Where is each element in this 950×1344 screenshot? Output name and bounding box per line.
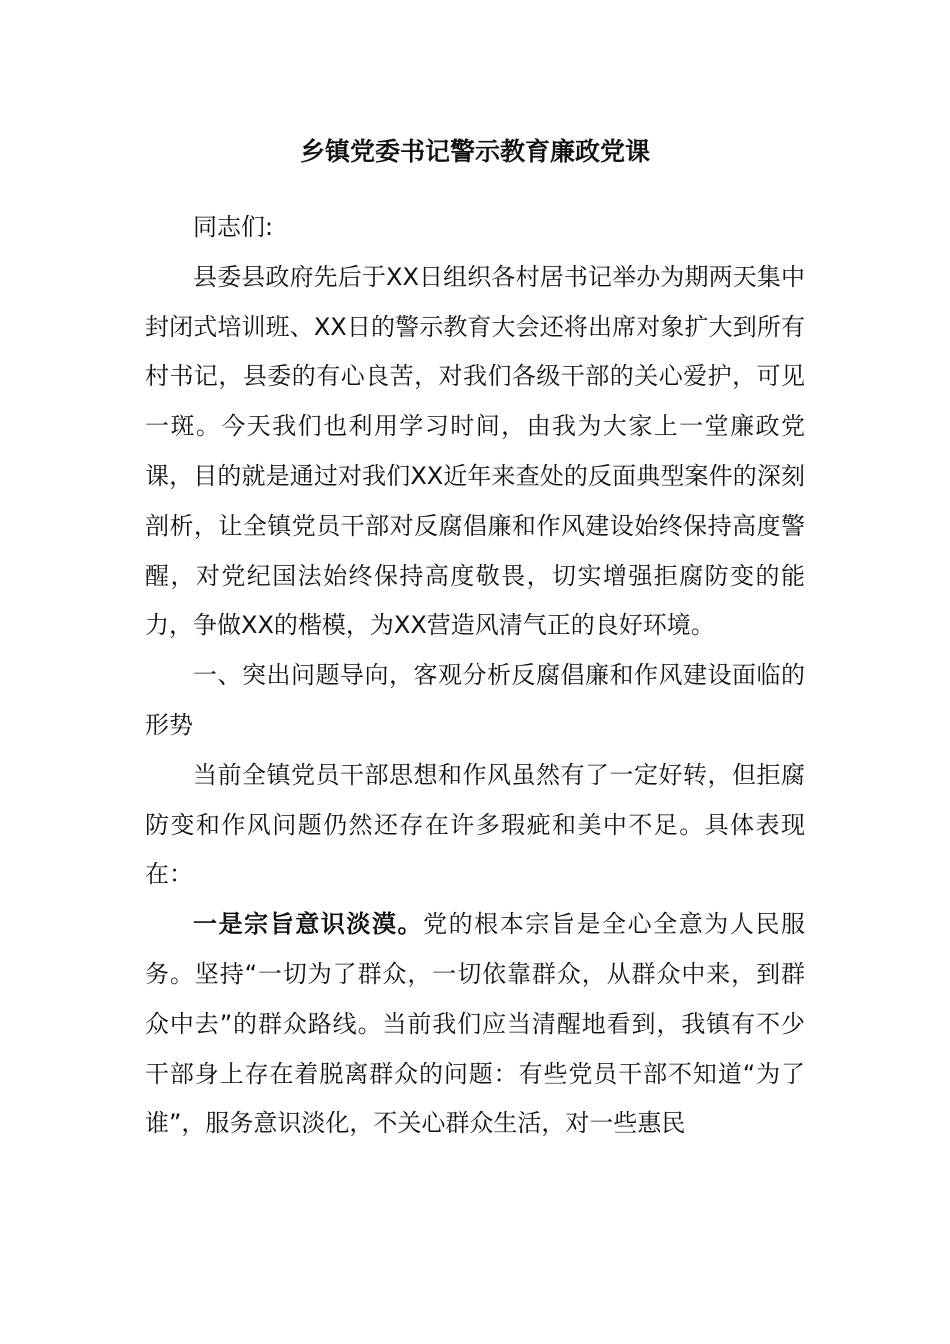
point-one-text: 党的根本宗旨是全心全意为人民服务。坚持“一切为了群众，一切依靠群众，从群众中来，到群众中去”的群众路线。当前我们应当清醒地看到，我镇有不少干部身上存在着脱离群众的问题：有些党员干部不知道“为了谁”，服务意识淡化，不关心群众生活，对一些惠民 [145, 910, 806, 1138]
intro-paragraph: 县委县政府先后于XX日组织各村居书记举办为期两天集中封闭式培训班、XX日的警示教育大会还将出席对象扩大到所有村书记，县委的有心良苦，对我们各级干部的关心爱护，可见一斑。今天我们也利用学习时间，由我为大家上一堂廉政党课，目的就是通过对我们XX近年来查处的反面典型案件的深刻剖析，让全镇党员干部对反腐倡廉和作风建设始终保持高度警醒，对党纪国法始终保持高度敬畏，切实增强拒腐防变的能力，争做XX的楷模，为XX营造风清气正的良好环境。 [145, 262, 805, 640]
point-one-lead: 一是宗旨意识淡漠。 [193, 910, 424, 939]
point-one-paragraph [145, 900, 805, 1149]
document-body [145, 203, 805, 1149]
document-title: 乡镇党委书记警示教育廉政党课 [299, 137, 650, 166]
section-heading-paragraph: 一、突出问题导向，客观分析反腐倡廉和作风建设面临的形势 [145, 661, 805, 739]
situation-paragraph: 当前全镇党员干部思想和作风虽然有了一定好转，但拒腐防变和作风问题仍然还存在许多瑕疵和美中不足。具体表现在： [145, 760, 805, 889]
salutation-paragraph: 同志们: [193, 213, 274, 241]
